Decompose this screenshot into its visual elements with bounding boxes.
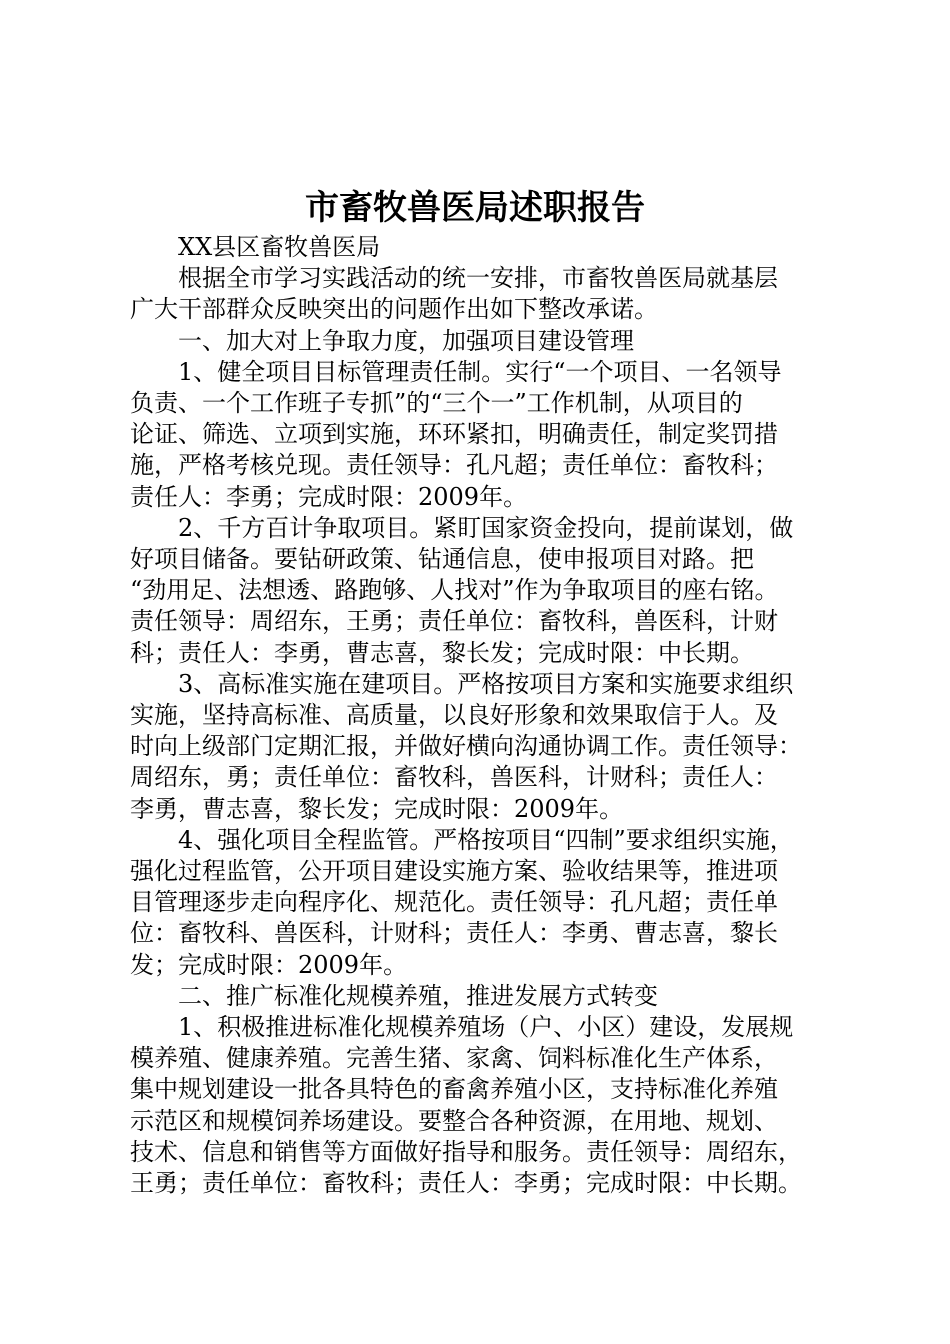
document-body: [130, 232, 832, 1199]
section-heading-1: 一、加大对上争取力度，加强项目建设管理: [178, 326, 634, 355]
org-name: XX县区畜牧兽医局: [178, 233, 381, 261]
paragraph-1-4: 4、强化项目全程监管。严格按项目“四制”要求组织实施， 强化过程监管，公开项目建设实施方案、验收结果等，推进项 目管理逐步走向程序化、规范化。责任领导：孔凡超；责任单 位：畜牧科、兽医科，计财科；责任人：李勇、曹志喜，黎长 发；完成时限：2009年。: [130, 825, 794, 979]
section-heading-2: 二、推广标准化规模养殖，推进发展方式转变: [178, 981, 658, 1010]
paragraph-2-1: 1、积极推进标准化规模养殖场（户、小区）建设，发展规 模养殖、健康养殖。完善生猪、家禽、饲料标准化生产体系， 集中规划建设一批各具特色的畜禽养殖小区，支持标准化养殖 示范区和规模饲养场建设。要整合各种资源，在用地、规划、 技术、信息和销售等方面做好指导和服务。责任领导：周绍东， 王勇；责任单位：畜牧科；责任人：李勇；完成时限：中长期。: [130, 1013, 802, 1198]
paragraph-1-3: 3、高标准实施在建项目。严格按项目方案和实施要求组织 实施，坚持高标准、高质量，以良好形象和效果取信于人。及 时向上级部门定期汇报，并做好横向沟通协调工作。责任领导： 周绍东，勇；责任单位：畜牧科，兽医科，计财科；责任人： 李勇，曹志喜，黎长发；完成时限：2009年。: [130, 669, 802, 823]
paragraph-1-2: 2、千方百计争取项目。紧盯国家资金投向，提前谋划，做 好项目储备。要钻研政策、钻通信息，使申报项目对路。把 “劲用足、法想透、路跑够、人找对”作为争取项目的座右铭。 责任领导：周绍东，王勇；责任单位：畜牧科，兽医科，计财 科；责任人：李勇，曹志喜，黎长发；完成时限：中长期。: [130, 513, 794, 667]
document-title: 市畜牧兽医局述职报告: [305, 188, 645, 228]
intro-paragraph: 根据全市学习实践活动的统一安排，市畜牧兽医局就基层 广大干部群众反映突出的问题作出如下整改承诺。: [130, 264, 778, 324]
paragraph-1-1: 1、健全项目目标管理责任制。实行“一个项目、一名领导 负责、一个工作班子专抓”的“三个一”工作机制，从项目的 论证、筛选、立项到实施，环环紧扣，明确责任，制定奖罚措 施，严格考核兑现。责任领导：孔凡超；责任单位：畜牧科； 责任人：李勇；完成时限：2009年。: [130, 357, 782, 511]
